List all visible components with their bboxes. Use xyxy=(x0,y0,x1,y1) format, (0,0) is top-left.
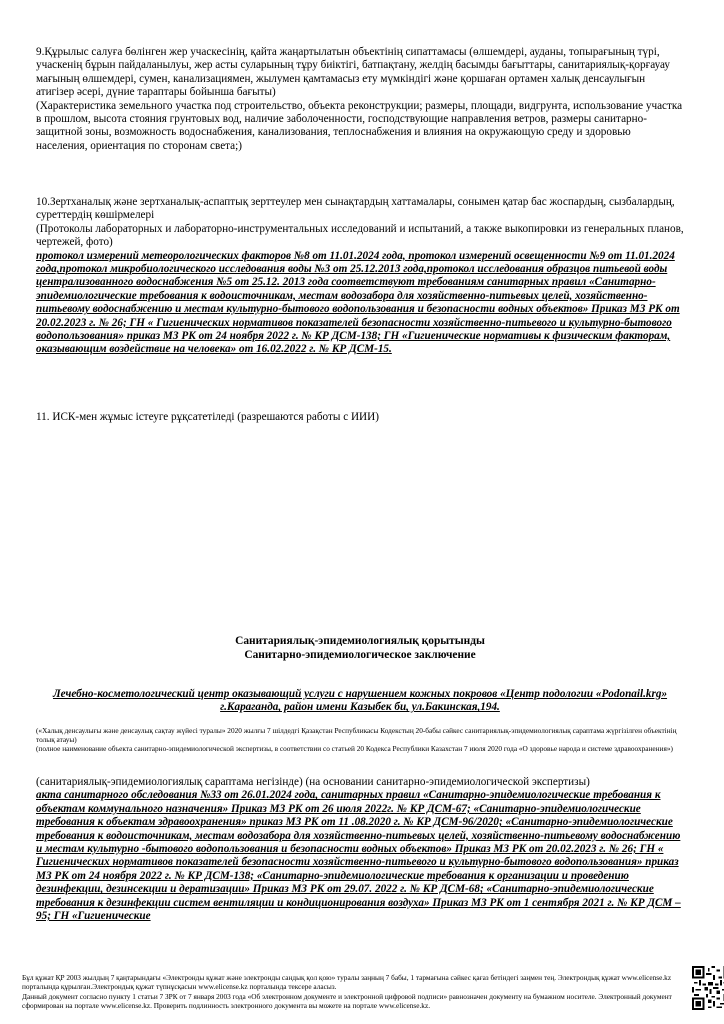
section-10-ru: (Протоколы лабораторных и лабораторно-инструментальных исследований и испытаний, а также выкопировки из генеральных планов, чертежей, фото) xyxy=(36,222,684,249)
section-9-ru: (Характеристика земельного участка под строительство, объекта реконструкции; размеры, площади, видгрунта, использование участка в прошлом, высота стояния грунтовых вод, наличие заболоченности, господствующие направления ветров, размеры санитарно-защитной зоны, возможность водоснабжения, канализования, теплоснабжения и влияния на окружающую среду и здоровью населения, ориентация по сторонам света;) xyxy=(36,99,683,152)
section-11 xyxy=(36,411,684,424)
conclusion-notes xyxy=(36,726,684,753)
object-name: Лечебно-косметологический центр оказывающий услуги с нарушением кожных покровов «Центр подологии «Podonail.krg» г.Караганда, район имени Казыбек би, ул.Бакинская,194. xyxy=(52,688,668,714)
footer-ru: Данный документ согласно пункту 1 статьи 7 ЗРК от 7 января 2003 года «Об электронном документе и электронной цифровой подписи» равнозначен документу на бумажном носителе. Электронный документ сформирован на портале www.elicense.kz. Проверить подлинность электронного документа вы можете на портале www.elicense.kz. xyxy=(22,991,672,1011)
conclusion-title-kz: Санитариялық-эпидемиологиялық қорытынды xyxy=(235,635,485,647)
section-10-kz: 10.Зертханалық және зертханалық-аспаптық зерттеулер мен сынақтардың хаттамалары, сонымен қатар бас жоспардың, сызбалардың, суреттердің көшірмелері xyxy=(36,196,675,222)
section-11-text: 11. ИСК-мен жұмыс істеуге рұқсатетіледі (разрешаются работы с ИИИ) xyxy=(36,411,379,423)
conclusion-object xyxy=(36,688,684,715)
footer-kz: Бұл құжат ҚР 2003 жылдың 7 қаңтарындағы «Электронды құжат және электронды сандық қол қою» туралы заңның 7 бабы, 1 тармағына сәйкес қағаз бетіндегі заңмен тең. Электрондық құжат www.elicense.kz порталында құрылған.Электрондық құжат түпнұсқасын www.elicense.kz порталында тексере аласыз. xyxy=(22,973,672,992)
conclusion-title-ru: Санитарно-эпидемиологическое заключение xyxy=(244,649,476,661)
object-note-kz: («Халық денсаулығы және денсаулық сақтау жүйесі туралы» 2020 жылғы 7 шілдедгі Қазақстан Республикасы Кодекстың 20-бабы сәйкес санитариялық-эпидемиологиялық сараптама жүргізілген объектінің толық атауы) xyxy=(36,726,677,744)
basis-value: акта санитарного обследования №33 от 26.01.2024 года, санитарных правил «Санитарно-эпидемиологические требования к объектам коммунального назначения» Приказ МЗ РК от 26 июля 2022г. № КР ДСМ-67; «Санитарно-эпидемиологические требования к объектам здравоохранения» приказ МЗ РК от 11 .08.2020 г. № КР ДСМ-96/2020; «Санитарно-эпидемиологические требования к водоисточникам, местам водозабора для хозяйственно-питьевых целей, хозяйственно-питьевому водоснабжению и местам культурно -бытового водопользования и безопасности водных объектов» Приказ МЗ РК от 20.02.2023 г. № 26; ГН « Гигиенических нормативов показателей безопасности хозяйственно-питьевого и культурно-бытового водопользования» приказ МЗ РК от 24 ноября 2022 г. № КР ДСМ-138; «Санитарно-эпидемиологические требования к организации и проведению дезинфекции, дезинсекции и дератизации» Приказ МЗ РК от 29.07. 2022 г. № КР ДСМ-68; «Санитарно-эпидемиологические требования к дезинфекции систем вентиляции и кондиционирования воздуха» Приказ МЗ РК от 1 сентября 2021 г. № КР ДСМ – 95; ГН «Гигиенические xyxy=(36,789,681,923)
section-9 xyxy=(36,46,684,153)
conclusion-basis xyxy=(36,776,684,923)
section-9-kz: 9.Құрылыс салуға бөлінген жер учаскесінің, қайта жаңартылатын объектінің сипаттамасы (өлшемдері, ауданы, топырағының түрі, учаскенің бұрын пайдаланылуы, жер асты суларының тұру биіктігі, батпақтану, желдің басымды бағыттары, санитариялық-қорғауау мағының өлшемдері, сумен, канализациямен, жылумен қамтамасыз ету мүмкіндігі және қоршаған ортамен халық денсаулығын атигізер әсері, дүние тараптары бойынша бағыты) xyxy=(36,46,671,99)
footer xyxy=(22,973,682,1011)
section-10-value: протокол измерений метеорологических факторов №8 от 11.01.2024 года, протокол измерений освещенности №9 от 11.01.2024 года,протокол микробиологического исследования воды №3 от 25.12.2013 года,протокол исследования образцов питьевой воды централизованного водоснабжения №5 от 25.12. 2013 года соответствуют требованиям санитарных правил «Санитарно-эпидемиологические требования к водоисточникам, местам водозабора для хозяйственно-питьевых целей, хозяйственно-питьевому водоснабжению и местам культурно-бытового водопользования и безопасности водных объектов» Приказ МЗ РК от 20.02.2023 г. № 26; ГН « Гигиенических нормативов показателей безопасности хозяйственно-питьевого и культурно-бытового водопользования» приказ МЗ РК от 24 ноября 2022 г. № КР ДСМ-138; ГН «Гигиенические нормативы к физическим факторам, оказывающим воздействие на человека» от 16.02.2022 г. № КР ДСМ-15. xyxy=(36,249,680,356)
section-10 xyxy=(36,196,684,357)
basis-text: (санитариялық-эпидемиологиялық сараптама негізінде) (на основании санитарно-эпидемиологической экспертизы) xyxy=(36,776,590,788)
object-note-ru: (полное наименование объекта санитарно-эпидемиологической экспертизы, в соответствии со статьей 20 Кодекса Республики Казахстан 7 июля 2020 года «О здоровье народа и системе здравоохранения») xyxy=(36,744,673,753)
conclusion-heading xyxy=(36,634,684,662)
qr-code-icon xyxy=(692,966,724,1010)
